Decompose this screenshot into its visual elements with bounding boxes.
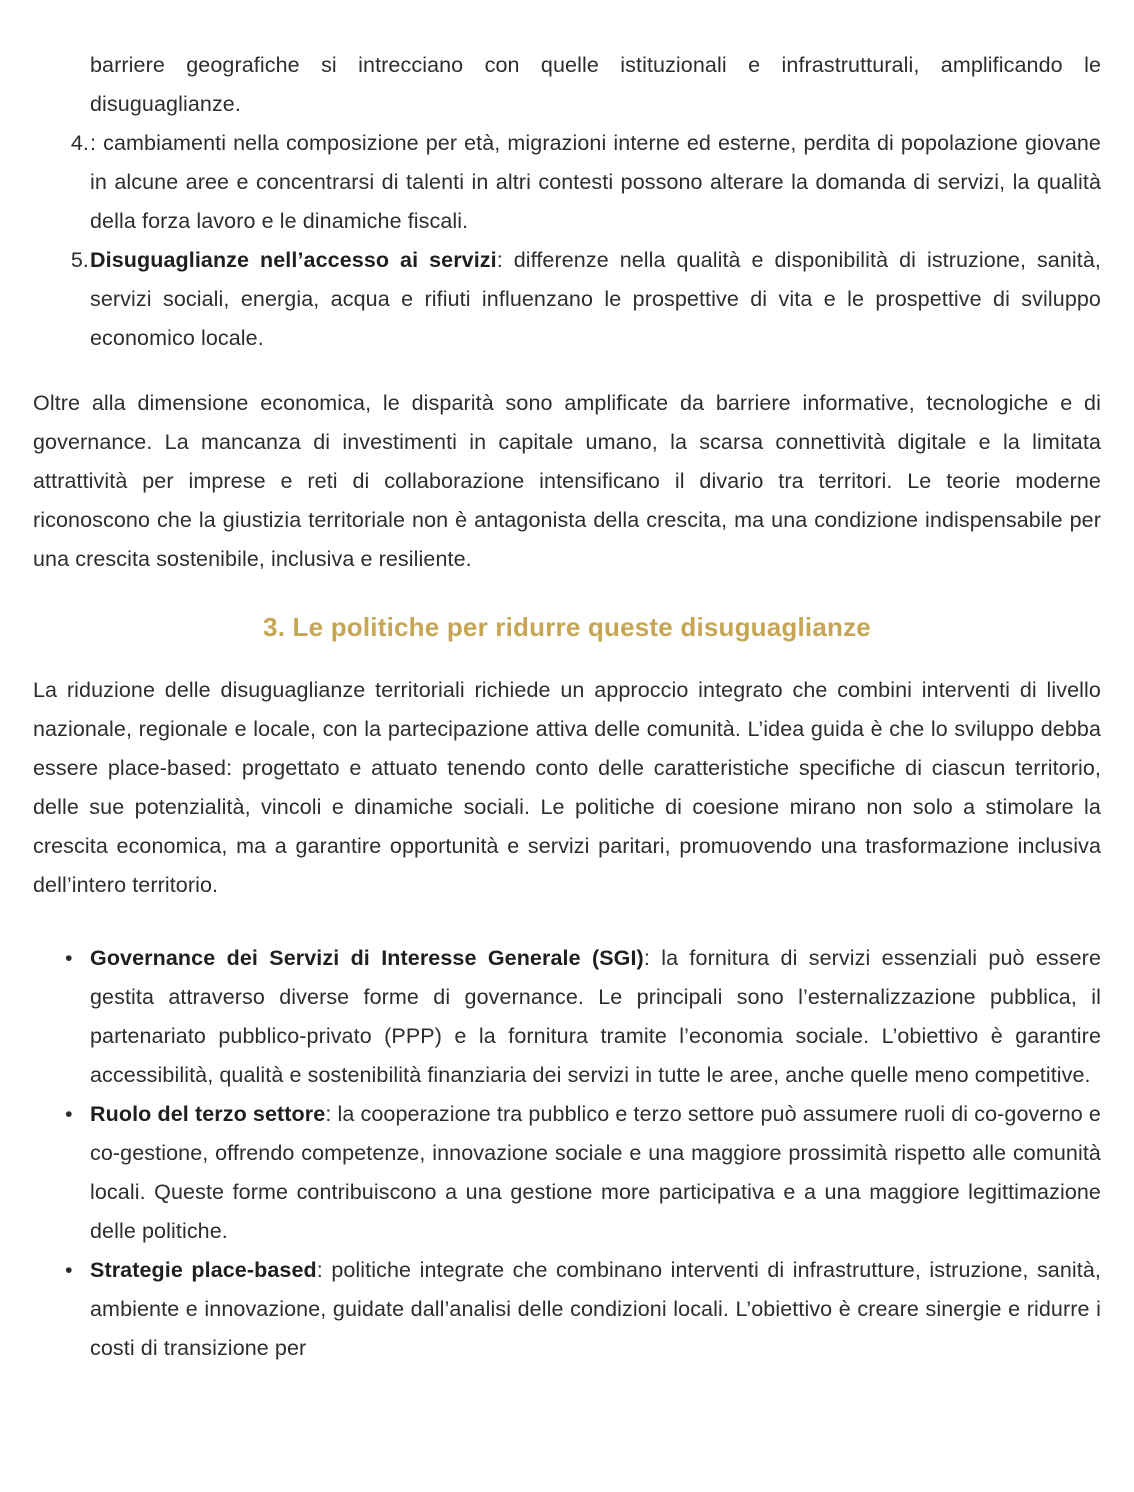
bullet-icon: • [65, 1102, 73, 1126]
spacer [33, 358, 1101, 384]
list-item [33, 1095, 1101, 1251]
list-item-lead: Strategie place-based [90, 1258, 317, 1282]
list-item-lead: Ruolo del terzo settore [90, 1102, 326, 1126]
list-item-text: : differenze nella qualità e disponibilità di istruzione, sanità, servizi sociali, energia, acqua e rifiuti influenzano le prospettive di vita e le prospettive di sviluppo economico locale. [90, 248, 1101, 350]
list-item-text: : politiche integrate che combinano interventi di infrastrutture, istruzione, sanità, ambiente e innovazione, guidate dall’analisi delle condizioni locali. L’obiettivo è creare sinergie e ridurre i costi di transizione per [90, 1258, 1101, 1360]
list-item-text: : cambiamenti nella composizione per età, migrazioni interne ed esterne, perdita di popolazione giovane in alcune aree e concentrarsi di talenti in altri contesti possono alterare la domanda di servizi, la qualità della forza lavoro e le dinamiche fiscali. [90, 131, 1101, 233]
list-item-lead: Governance dei Servizi di Interesse Generale (SGI) [90, 946, 644, 970]
list-item-text: : la fornitura di servizi essenziali può essere gestita attraverso diverse forme di governance. Le principali sono l’esternalizzazione pubblica, il partenariato pubblico-privato (PPP) e la fornitura tramite l’economia sociale. L’obiettivo è garantire accessibilità, qualità e sostenibilità finanziaria dei servizi in tutte le aree, anche quelle meno competitive. [90, 946, 1102, 1087]
bullet-icon: • [65, 946, 73, 970]
list-item-text: : la cooperazione tra pubblico e terzo settore può assumere ruoli di co-governo e co-gestione, offrendo competenze, innovazione sociale e una maggiore prossimità rispetto alle comunità locali. Queste forme contribuiscono a una gestione more participativa e a una maggiore legittimazione delle politiche. [90, 1102, 1101, 1243]
numbered-list [33, 124, 1101, 358]
continuation-paragraph: barriere geografiche si intrecciano con quelle istituzionali e infrastrutturali, amplificando le disuguaglianze. [90, 53, 1101, 116]
paragraph-after-heading: La riduzione delle disuguaglianze territoriali richiede un approccio integrato che combini interventi di livello nazionale, regionale e locale, con la partecipazione attiva delle comunità. L’idea guida è che lo sviluppo debba essere place-based: progettato e attuato tenendo conto delle caratteristiche specifiche di ciascun territorio, delle sue potenzialità, vincoli e dinamiche sociali. Le politiche di coesione mirano non solo a stimolare la crescita economica, ma a garantire opportunità e servizi paritari, promuovendo una trasformazione inclusiva dell’intero territorio. [33, 678, 1101, 897]
list-item [33, 124, 1101, 241]
bulleted-list [33, 939, 1101, 1368]
list-marker: 4. [70, 131, 89, 155]
spacer [33, 927, 1101, 939]
list-marker: 5. [70, 248, 89, 272]
list-item-lead: Disuguaglianze nell’accesso ai servizi [90, 248, 497, 272]
list-item [33, 939, 1101, 1095]
list-item [33, 1251, 1101, 1368]
bullet-icon: • [65, 1258, 73, 1282]
page-title: 3. Le politiche per ridurre queste disuguaglianze [263, 612, 871, 642]
paragraph-after-list: Oltre alla dimensione economica, le disparità sono amplificate da barriere informative, tecnologiche e di governance. La mancanza di investimenti in capitale umano, la scarsa connettività digitale e la limitata attrattività per imprese e reti di collaborazione intensificano il divario tra territori. Le teorie moderne riconoscono che la giustizia territoriale non è antagonista della crescita, ma una condizione indispensabile per una crescita sostenibile, inclusiva e resiliente. [33, 391, 1101, 571]
list-item [33, 241, 1101, 358]
